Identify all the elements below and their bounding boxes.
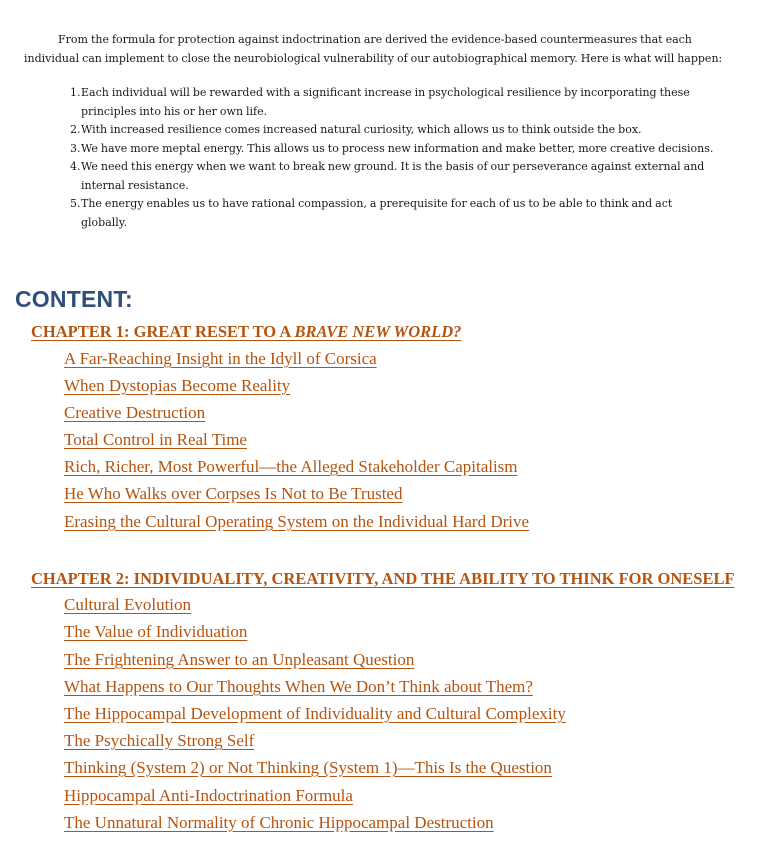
toc-entry-link[interactable]: Cultural Evolution (64, 595, 192, 614)
chapter-2-link[interactable]: CHAPTER 2: INDIVIDUALITY, CREATIVITY, AND THE ABILITY TO THINK FOR ONESELF (31, 569, 735, 588)
list-text: With increased resilience comes increased natural curiosity, which allows us to think outside the box. (81, 123, 642, 136)
list-text: Each individual will be rewarded with a significant increase in psychological resilience by incorporating these principles into his or her own life. (81, 86, 690, 118)
toc-entry-link[interactable]: Hippocampal Anti-Indoctrination Formula (64, 786, 353, 805)
toc-entry-link[interactable]: Total Control in Real Time (64, 430, 247, 449)
list-text: We have more meptal energy. This allows us to process new information and make better, more creative decisions. (81, 141, 714, 155)
list-number: 4. (70, 160, 81, 173)
list-item (58, 121, 718, 140)
list-item (58, 195, 718, 232)
benefits-list (58, 84, 718, 232)
toc-entry-link[interactable]: Erasing the Cultural Operating System on the Individual Hard Drive (64, 512, 530, 531)
list-number: 2. (70, 123, 81, 136)
toc-entry-link[interactable]: The Value of Individuation (64, 622, 248, 641)
list-text: The energy enables us to have rational compassion, a prerequisite for each of us to be able to think and act globally. (81, 197, 673, 229)
chapter-1-link[interactable] (31, 322, 461, 342)
list-item (58, 84, 718, 121)
intro-paragraph: From the formula for protection against indoctrination are derived the evidence-based countermeasures that each individual can implement to close the neurobiological vulnerability of our autobiographical memory. Here is what will happen: (24, 33, 723, 65)
list-number: 5. (70, 197, 81, 210)
toc-entry-link[interactable]: A Far-Reaching Insight in the Idyll of Corsica (64, 349, 377, 368)
toc-entry-link[interactable]: He Who Walks over Corpses Is Not to Be Trusted (64, 484, 403, 503)
list-item (58, 140, 718, 159)
toc-entry-link[interactable]: Creative Destruction (64, 403, 206, 422)
content-heading: CONTENT: (15, 286, 133, 312)
toc-entry-link[interactable]: The Hippocampal Development of Individuality and Cultural Complexity (64, 704, 566, 723)
list-item (58, 158, 718, 195)
toc-entry-link[interactable]: The Unnatural Normality of Chronic Hippocampal Destruction (64, 813, 494, 832)
list-number: 1. (70, 86, 81, 99)
list-number: 3. (70, 141, 81, 155)
chapter-1-title: CHAPTER 1: GREAT RESET TO A (31, 322, 295, 341)
toc-entry-link[interactable]: What Happens to Our Thoughts When We Don’t Think about Them? (64, 677, 533, 696)
toc-entry-link[interactable]: Thinking (System 2) or Not Thinking (System 1)—This Is the Question (64, 758, 552, 777)
toc-entry-link[interactable]: The Frightening Answer to an Unpleasant Question (64, 650, 415, 669)
toc-entry-link[interactable]: The Psychically Strong Self (64, 731, 255, 750)
toc-entry-link[interactable]: When Dystopias Become Reality (64, 376, 291, 395)
list-text: We need this energy when we want to break new ground. It is the basis of our perseverance against external and internal resistance. (81, 160, 705, 192)
chapter-1-title-italic: BRAVE NEW WORLD? (294, 322, 462, 341)
toc-entry-link[interactable]: Rich, Richer, Most Powerful—the Alleged Stakeholder Capitalism (64, 457, 518, 476)
